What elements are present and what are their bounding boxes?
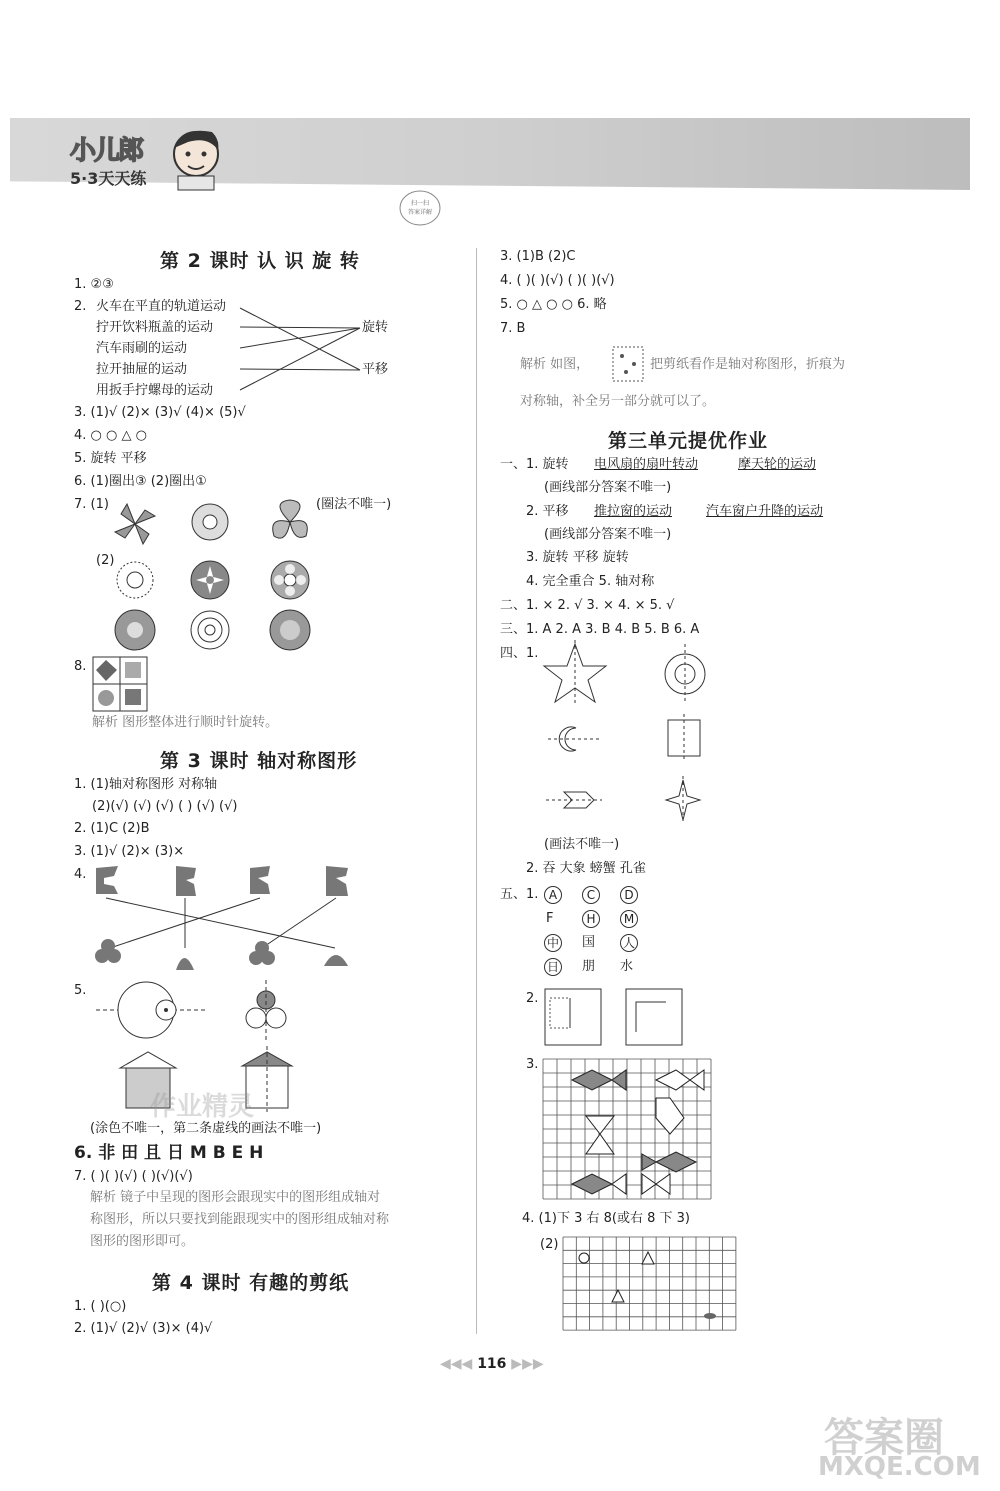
p-answer-6: 6. 非 田 且 日 M B E H <box>74 1143 264 1163</box>
watermark-center: 作业精灵 <box>150 1092 255 1122</box>
unit-c: 三、1. A 2. A 3. B 4. B 5. B 6. A <box>500 622 700 637</box>
papercut-figure <box>612 346 644 382</box>
qr-stamp-icon <box>398 188 442 228</box>
position-grid-drawing <box>562 1236 738 1334</box>
unit-a1-example2: 摩天轮的运动 <box>738 457 817 472</box>
unit-b: 二、1. × 2. √ 3. × 4. × 5. √ <box>500 598 675 613</box>
s-answer-2: 2. (1)√ (2)√ (3)× (4)√ <box>74 1321 213 1336</box>
unit-e4b: (2) <box>540 1237 559 1252</box>
symmetry-grid-drawing <box>542 1058 716 1206</box>
p-answer-1b: (2)(√) (√) (√) ( ) (√) (√) <box>92 799 238 814</box>
match-item: 用扳手拧螺母的运动 <box>96 383 214 398</box>
unit-e3: 3. <box>526 1057 539 1072</box>
answer-5: 5. 旋转 平移 <box>74 451 147 466</box>
p-answer-2: 2. (1)C (2)B <box>74 821 150 836</box>
boy-mascot-icon <box>168 124 224 192</box>
grid-shape <box>642 1174 670 1194</box>
grid-shape <box>586 1116 614 1154</box>
p-answer-4: 4. <box>74 867 87 882</box>
unit-a1-example1: 电风扇的扇叶转动 <box>594 457 699 472</box>
match-item: 拧开饮料瓶盖的运动 <box>96 320 214 335</box>
circled-letter: D <box>620 886 638 904</box>
r-answer-7: 7. B <box>500 321 526 336</box>
match-item: 火车在平直的轨道运动 <box>96 299 227 314</box>
answer-4: 4. ○ ○ △ ○ <box>74 428 147 443</box>
grid-shape <box>572 1174 612 1194</box>
r-explanation-7-line2: 对称轴，补全另一部分就可以了。 <box>520 394 716 409</box>
unit-e1: 五、1. <box>500 887 539 902</box>
grid-shape <box>642 1252 654 1264</box>
explanation-7-line3: 图形的图形即可。 <box>90 1234 195 1249</box>
unit-a2-example2: 汽车窗户升降的运动 <box>706 504 824 519</box>
r-answer-4: 4. ( )( )(√) ( )( )(√) <box>500 273 615 288</box>
p-answer-5-note: (涂色不唯一，第二条虚线的画法不唯一) <box>90 1121 322 1136</box>
grid-shape <box>612 1290 624 1302</box>
heading-unit3-homework: 第三单元提优作业 <box>608 430 769 452</box>
unit-a1-label: 一、1. 旋转 <box>500 457 569 472</box>
r-explanation-7-line1: 解析 如图， <box>520 357 590 372</box>
char: 水 <box>620 959 634 974</box>
explanation-7-line1: 解析 镜子中呈现的图形会跟现实中的图形组成轴对 <box>90 1190 381 1205</box>
circled-letter: A <box>544 886 562 904</box>
answer-7-part2: (2) <box>96 553 115 568</box>
p-answer-7: 7. ( )( )(√) ( )(√)(√) <box>74 1169 193 1184</box>
unit-a2-label: 2. 平移 <box>526 504 569 519</box>
symmetry-axes-figures <box>540 640 720 830</box>
p-answer-1a: 1. (1)轴对称图形 对称轴 <box>74 777 218 792</box>
unit-a3: 3. 旋转 平移 旋转 <box>526 550 629 565</box>
p-answer-3: 3. (1)√ (2)× (3)× <box>74 844 185 859</box>
animal-icon <box>579 1253 589 1263</box>
letter: F <box>546 911 554 926</box>
grid-shape <box>656 1098 684 1134</box>
matching-lines <box>220 300 370 395</box>
unit-a4-5: 4. 完全重合 5. 轴对称 <box>526 574 655 589</box>
watermark-site: MXQE.COM <box>818 1452 981 1482</box>
fish-icon <box>704 1313 716 1319</box>
answer-6: 6. (1)圈出③ (2)圈出① <box>74 474 207 489</box>
column-divider <box>476 248 477 1334</box>
answer-7-note: (圈法不唯一) <box>316 497 392 512</box>
unit-d1: 四、1. <box>500 646 539 661</box>
rotation-squares-figure <box>544 988 686 1050</box>
unit-d2: 2. 吞 大象 螃蟹 孔雀 <box>526 861 646 876</box>
rotation-grid-figure <box>92 656 148 712</box>
svg-text:扫一扫: 扫一扫 <box>410 200 430 207</box>
s-answer-1: 1. ( )(○) <box>74 1299 127 1314</box>
match-target-translate: 平移 <box>362 362 389 377</box>
svg-text:答案详解: 答案详解 <box>407 209 433 216</box>
rotation-figures <box>110 496 330 656</box>
answer-8: 8. <box>74 659 87 674</box>
r-explanation-7-line1b: 把剪纸看作是轴对称图形，折痕为 <box>650 357 846 372</box>
match-item: 汽车雨刷的运动 <box>96 341 188 356</box>
unit-e2: 2. <box>526 991 539 1006</box>
unit-e4a: 4. (1)下 3 右 8(或右 8 下 3) <box>522 1211 690 1226</box>
unit-a2-note: (画线部分答案不唯一) <box>544 527 672 542</box>
watermark-brand: 答案圈 <box>824 1415 944 1461</box>
page-number: ◀◀◀ 116 ▶▶▶ <box>440 1356 544 1372</box>
circled-char: 人 <box>620 934 638 952</box>
p-answer-5: 5. <box>74 983 87 998</box>
answer-7-part1: 7. (1) <box>74 497 109 512</box>
grid-shape <box>642 1154 656 1170</box>
unit-a2-example1: 推拉窗的运动 <box>594 504 673 519</box>
grid-shape <box>656 1152 696 1172</box>
unit-a1-note: (画线部分答案不唯一) <box>544 480 672 495</box>
match-item: 拉开抽屉的运动 <box>96 362 188 377</box>
answer-1: 1. ②③ <box>74 277 114 292</box>
circled-letter: C <box>582 886 600 904</box>
char: 朋 <box>582 959 596 974</box>
heading-lesson2: 第 2 课时 认 识 旋 转 <box>160 250 360 272</box>
header-banner <box>10 118 970 190</box>
r-answer-5-6: 5. ○ △ ○ ○ 6. 略 <box>500 297 607 312</box>
answer-3: 3. (1)√ (2)× (3)√ (4)× (5)√ <box>74 405 246 420</box>
heading-lesson4: 第 4 课时 有趣的剪纸 <box>152 1272 350 1294</box>
circled-char: 中 <box>544 934 562 952</box>
logo-subtitle: 5·3天天练 <box>70 169 147 188</box>
char: 国 <box>582 935 596 950</box>
match-target-rotate: 旋转 <box>362 320 389 335</box>
explanation-7-line2: 称图形，所以只要找到能跟现实中的图形组成轴对称 <box>90 1212 390 1227</box>
explanation-8: 解析 图形整体进行顺时针旋转。 <box>92 715 279 730</box>
answer-2-number: 2. <box>74 299 87 314</box>
grid-shape <box>612 1174 626 1194</box>
circled-letter: H <box>582 910 600 928</box>
heading-lesson3: 第 3 课时 轴对称图形 <box>160 750 358 772</box>
r-answer-3: 3. (1)B (2)C <box>500 249 576 264</box>
circled-char: 日 <box>544 958 562 976</box>
symmetry-matching-figure <box>90 862 370 982</box>
logo-text: 小儿郎 <box>70 136 143 166</box>
unit-d-note: (画法不唯一) <box>544 837 620 852</box>
circled-letter: M <box>620 910 638 928</box>
